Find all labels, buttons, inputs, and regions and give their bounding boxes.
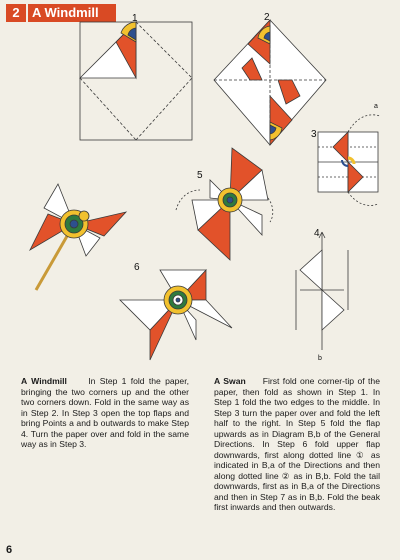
section-title: A Windmill: [32, 5, 99, 20]
step-6-diagram: [120, 270, 232, 360]
step-5-diagram: [176, 148, 273, 260]
step-2-label: 2: [264, 12, 270, 23]
step-4-label: 4: [314, 228, 320, 239]
step-5-label: 5: [197, 170, 203, 181]
windmill-body: In Step 1 fold the paper, bringing the two corners up and the other two corners down. Fold in the same way as in Step 2. In Step 3 open the top flaps and bring Points a and b outwards to make Step 4. Turn the paper over and fold in the same way as in Step 3.: [21, 376, 189, 449]
step-3-diagram: [318, 115, 380, 206]
step-1-label: 1: [132, 13, 138, 24]
section-number: 2: [6, 4, 28, 22]
step-3-point-a: a: [374, 103, 378, 110]
page-number: 6: [6, 544, 13, 556]
step-6-label: 6: [134, 262, 140, 273]
swan-body: First fold one corner-tip of the paper, then fold as shown in Step 1. In Step 1 fold the two edges to the middle. In Step 3 turn the paper over and fold the left half to the right. In Step 5 fold the flap upwards as in Diagram B,b of the General Directions. In Step 6 fold upper flap downwards, first along dotted line ① as indicated in B,a of the Directions and then along dotted line ② as in B,b. Fold the tail downwards, first as in B,a of the Directions and then in Step 7 as in B,b. Fold the beak first inwards and then outwards.: [214, 376, 380, 512]
windmill-title: A Windmill: [21, 376, 67, 386]
step-4-diagram: [296, 232, 348, 350]
step-4-point-b: b: [318, 355, 322, 362]
step-2-diagram: [214, 20, 326, 145]
windmill-instructions: [21, 376, 189, 450]
step-1-diagram: [80, 22, 192, 140]
finished-windmill-illustration: [30, 184, 126, 290]
swan-instructions: [214, 376, 380, 513]
step-3-label: 3: [311, 129, 317, 140]
swan-title: A Swan: [214, 376, 246, 386]
